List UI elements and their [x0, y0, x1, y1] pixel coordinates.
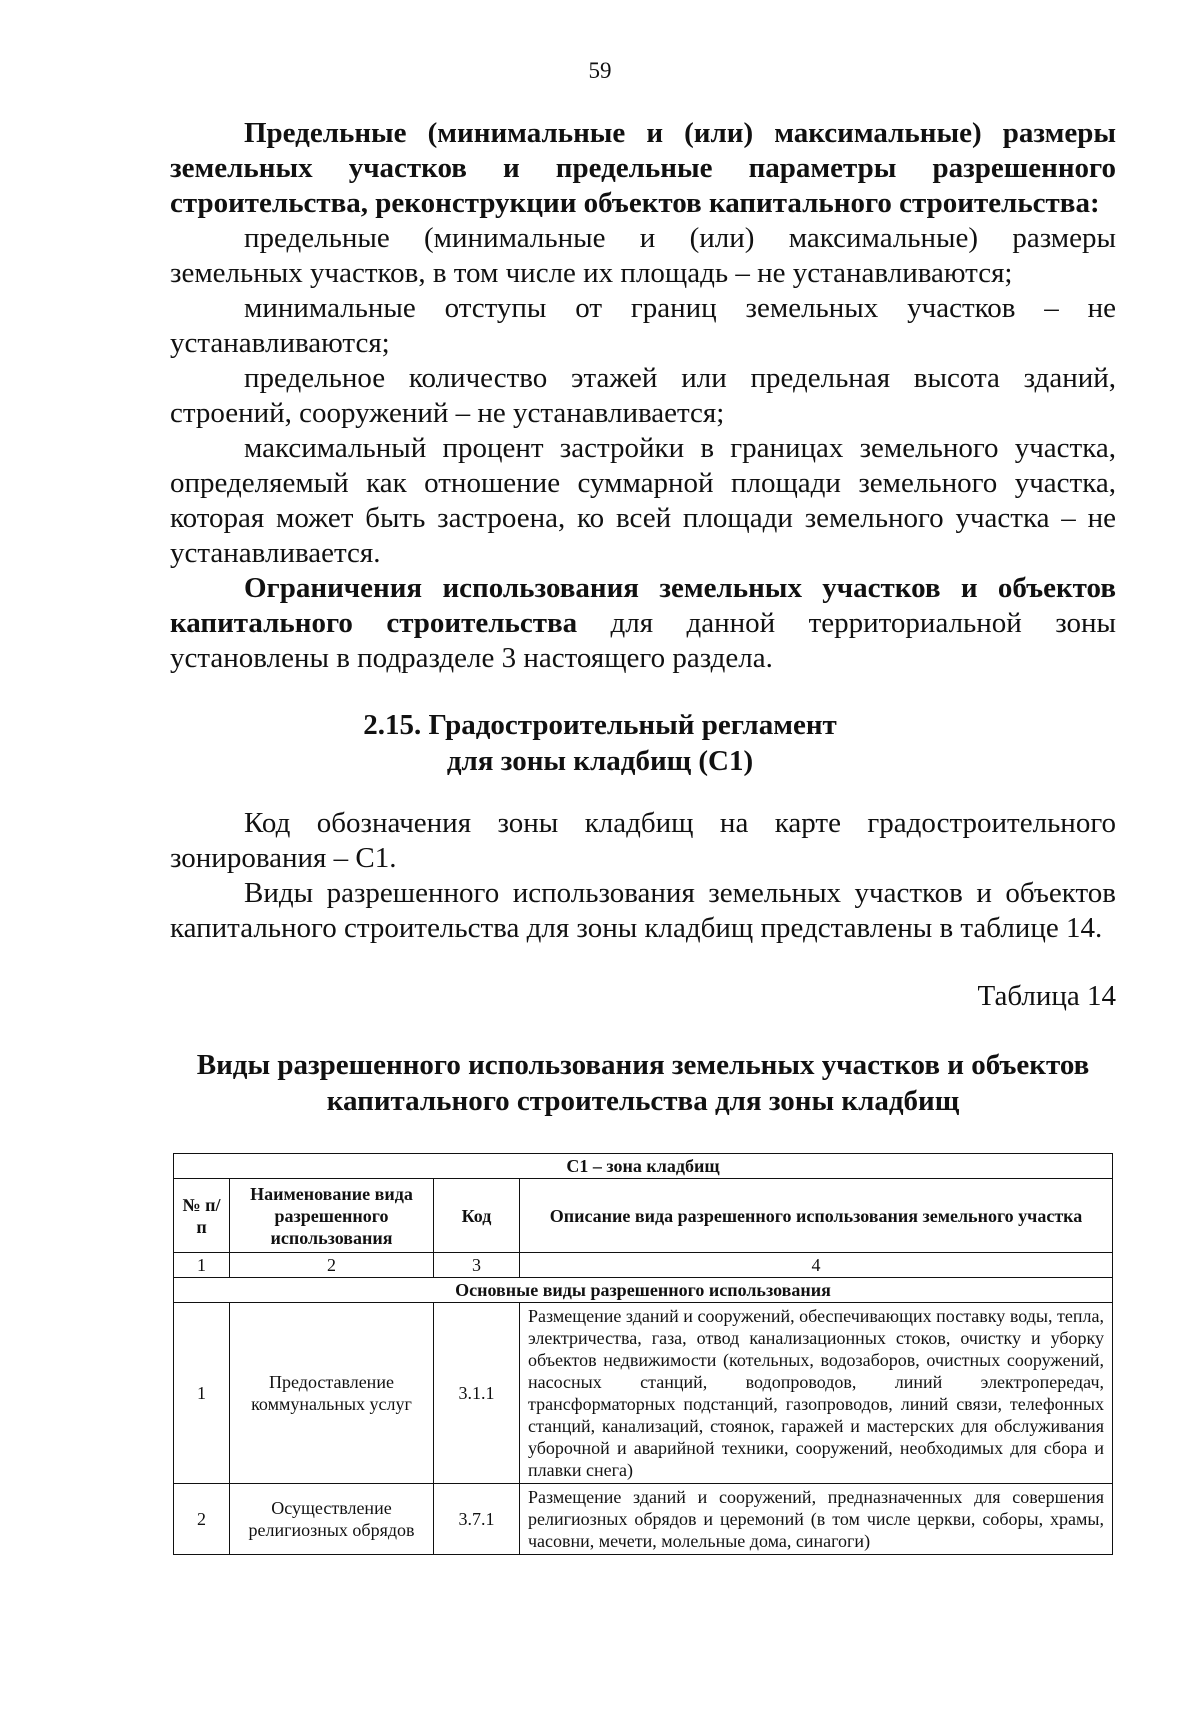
table-caption: Таблица 14 — [977, 980, 1116, 1012]
col-number: 3 — [434, 1253, 520, 1278]
table-title-line1: Виды разрешенного использования земельных участков и объектов — [196, 1049, 1090, 1081]
group-header-row — [174, 1278, 1113, 1303]
header-name: Наименование вида разрешенного использования — [230, 1179, 434, 1253]
header-code: Код — [434, 1179, 520, 1253]
restrictions-paragraph — [170, 571, 1116, 676]
row-code: 3.1.1 — [434, 1303, 520, 1484]
limits-item: предельные (минимальные и (или) максимальные) размеры земельных участков, в том числе их площадь – не устанавливаются; — [170, 222, 1116, 289]
header-desc: Описание вида разрешенного использования земельного участка — [520, 1179, 1113, 1253]
row-code: 3.7.1 — [434, 1484, 520, 1555]
row-desc: Размещение зданий и сооружений, предназначенных для совершения религиозных обрядов и церемоний (в том числе церкви, соборы, храмы, часовни, мечети, молельные дома, синагоги) — [520, 1484, 1113, 1555]
limits-heading: Предельные (минимальные и (или) максимальные) размеры земельных участков и предельные параметры разрешенного строительства, реконструкции объектов капитального строительства: — [170, 117, 1116, 219]
restrictions-rest: для данной территориальной зоны установлены в подразделе 3 настоящего раздела. — [170, 607, 1117, 674]
col-number: 1 — [174, 1253, 230, 1278]
section-paragraph: Виды разрешенного использования земельных участков и объектов капитального строительства для зоны кладбищ представлены в таблице 14. — [170, 877, 1116, 944]
section-heading — [0, 707, 1200, 779]
column-number-row — [174, 1253, 1113, 1278]
table-title — [170, 1047, 1116, 1119]
limits-item: предельное количество этажей или предельная высота зданий, строений, сооружений – не устанавливается; — [170, 362, 1116, 429]
limits-item: минимальные отступы от границ земельных участков – не устанавливаются; — [170, 292, 1116, 359]
col-number: 2 — [230, 1253, 434, 1278]
section-paragraph: Код обозначения зоны кладбищ на карте градостроительного зонирования – С1. — [170, 807, 1116, 874]
row-name: Осуществление религиозных обрядов — [230, 1484, 434, 1555]
header-num: № п/п — [174, 1179, 230, 1253]
restrictions-bold: Ограничения использования земельных участков и объектов капитального строительства — [170, 572, 1116, 639]
page-number: 59 — [588, 58, 612, 83]
row-desc: Размещение зданий и сооружений, обеспечивающих поставку воды, тепла, электричества, газа, отвод канализационных стоков, очистку и уборку объектов недвижимости (котельных, водозаборов, очистных сооружений, насосных станций, водопроводов, линий электропередач, трансформаторных подстанций, газопроводов, линий связи, телефонных станций, канализаций, стоянок, гаражей и мастерских для обслуживания уборочной и аварийной техники, сооружений, необходимых для сбора и плавки снега) — [520, 1303, 1113, 1484]
row-num: 2 — [174, 1484, 230, 1555]
table-title-line2: капитального строительства для зоны кладбищ — [326, 1085, 960, 1117]
section-title-line2: для зоны кладбищ (С1) — [446, 745, 754, 777]
land-use-table — [173, 1153, 1113, 1555]
col-number: 4 — [520, 1253, 1113, 1278]
limits-block — [170, 116, 1116, 676]
row-num: 1 — [174, 1303, 230, 1484]
section-title-line1: 2.15. Градостроительный регламент — [363, 709, 837, 741]
row-name: Предоставление коммунальных услуг — [230, 1303, 434, 1484]
limits-item: максимальный процент застройки в границах земельного участка, определяемый как отношение суммарной площади земельного участка, которая может быть застроена, ко всей площади земельного участка – не устанавливается. — [170, 432, 1116, 569]
group-header: Основные виды разрешенного использования — [174, 1278, 1113, 1303]
zone-header: С1 – зона кладбищ — [174, 1154, 1113, 1179]
table-row — [174, 1484, 1113, 1555]
column-header-row — [174, 1179, 1113, 1253]
table-row — [174, 1303, 1113, 1484]
zone-header-row — [174, 1154, 1113, 1179]
section-intro — [170, 806, 1116, 946]
